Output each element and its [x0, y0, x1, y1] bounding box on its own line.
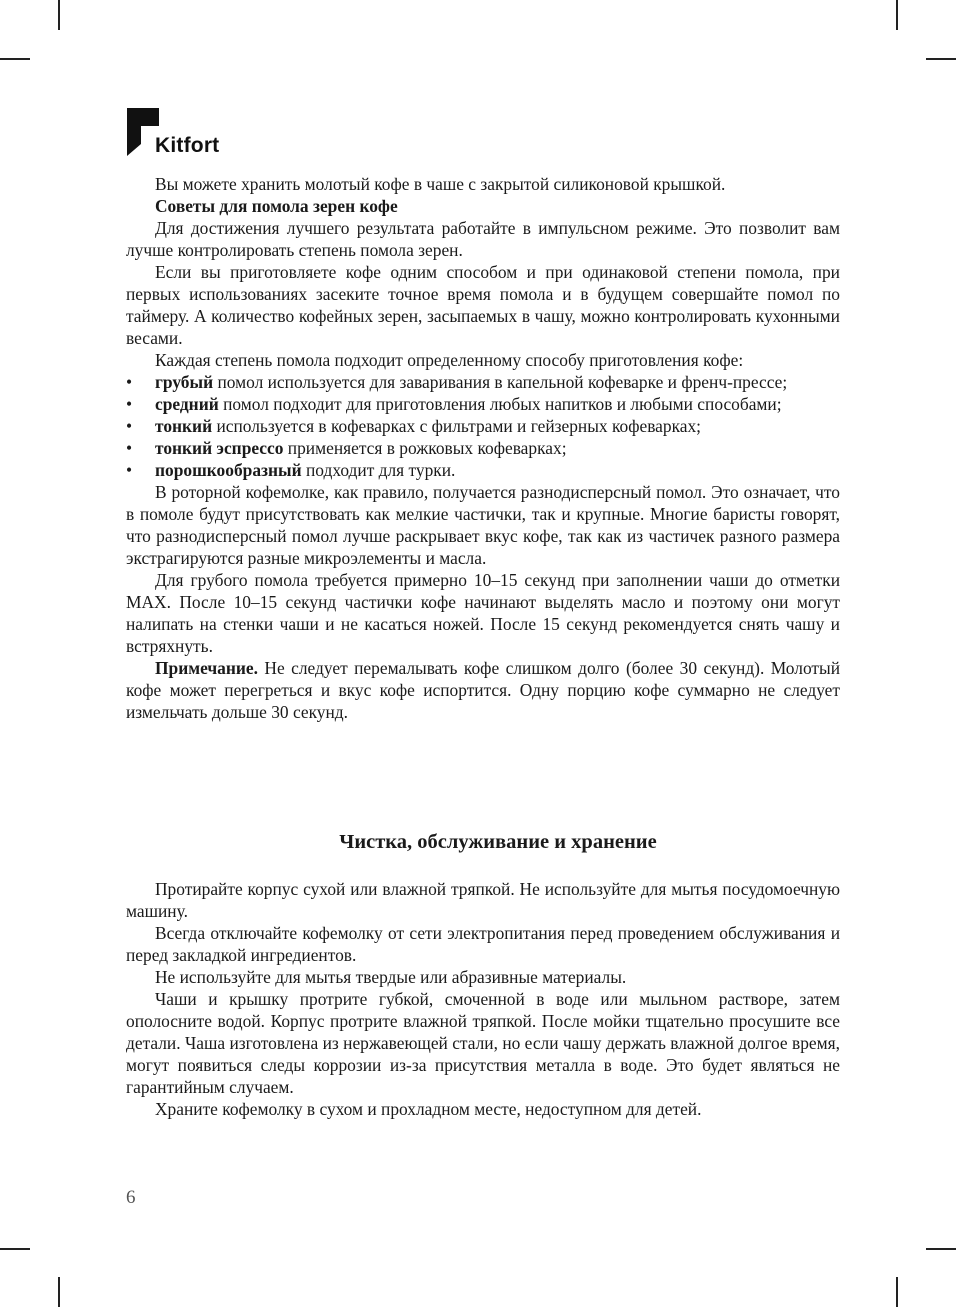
list-item: [126, 437, 840, 459]
paragraph: Каждая степень помола подходит определенному способу приготовления кофе:: [155, 350, 744, 370]
crop-mark: [926, 1248, 956, 1250]
cleaning-text: [126, 878, 840, 1120]
main-text: [126, 173, 840, 723]
paragraph: Всегда отключайте кофемолку от сети электропитания перед проведением обслуживания и перед закладкой ингредиентов.: [126, 923, 840, 965]
crop-mark: [896, 0, 898, 30]
paragraph: Протирайте корпус сухой или влажной тряпкой. Не используйте для мытья посудомоечную машину.: [126, 879, 840, 921]
paragraph: Не используйте для мытья твердые или абразивные материалы.: [155, 967, 627, 987]
grind-description: подходит для турки.: [301, 460, 456, 480]
paragraph: Вы можете хранить молотый кофе в чаше с закрытой силиконовой крышкой.: [155, 174, 726, 194]
list-item: [126, 415, 840, 437]
note-text: Не следует перемалывать кофе слишком долго (более 30 секунд). Молотый кофе может перегреться и вкус кофе испортится. Одну порцию кофе суммарно не следует измельчать дольше 30 секунд.: [126, 658, 840, 722]
grind-term: средний: [155, 394, 219, 414]
list-item: [126, 393, 840, 415]
crop-mark: [0, 58, 30, 60]
grind-description: используется в кофеварках с фильтрами и гейзерных кофеварках;: [212, 416, 702, 436]
crop-mark: [58, 1277, 60, 1307]
paragraph: Для грубого помола требуется примерно 10–15 секунд при заполнении чаши до отметки MAX. После 10–15 секунд частички кофе начинают выделять масло и поэтому они могут налипать на стенки чаши и не касаться ножей. После 15 секунд рекомендуется снять чашу и встряхнуть.: [126, 570, 840, 656]
section-title: Чистка, обслуживание и хранение: [339, 831, 657, 853]
crop-mark: [58, 0, 60, 30]
crop-mark: [896, 1277, 898, 1307]
grind-term: грубый: [155, 372, 214, 392]
grind-list: [126, 371, 840, 481]
paragraph: Если вы приготовляете кофе одним способом и при одинаковой степени помола, при первых использованиях засеките точное время помола и в будущем совершайте помол по таймеру. А количество кофейных зерен, засыпаемых в чашу, можно контролировать кухонными весами.: [126, 262, 840, 348]
grind-description: помол используется для заваривания в капельной кофеварке и френч-прессе;: [213, 372, 788, 392]
crop-mark: [926, 58, 956, 60]
note-label: Примечание.: [155, 658, 258, 678]
page-number: 6: [126, 1187, 136, 1208]
grind-term: тонкий эспрессо: [155, 438, 284, 458]
note-paragraph: [126, 657, 840, 723]
grind-term: порошкообразный: [155, 460, 302, 480]
list-item: [126, 459, 840, 481]
paragraph: Чаши и крышку протрите губкой, смоченной в воде или мыльном растворе, затем ополосните водой. Корпус протрите влажной тряпкой. После мойки тщательно просушите все детали. Чаша изготовлена из нержавеющей стали, но если чашу держать влажной долгое время, могут появиться следы коррозии из-за присутствия металла в воде. Это будет являться не гарантийным случаем.: [126, 989, 840, 1097]
crop-mark: [0, 1248, 30, 1250]
paragraph: В роторной кофемолке, как правило, получается разнодисперсный помол. Это означает, что в помоле будут присутствовать как мелкие частички, так и крупные. Многие баристы говорят, что разнодисперсный помол лучше раскрывает вкус кофе, так как из частичек разного размера экстрагируются разные микроэлементы и масла.: [126, 482, 840, 568]
brand-logo: [127, 108, 219, 156]
brand-name: Kitfort: [155, 134, 220, 157]
paragraph: Храните кофемолку в сухом и прохладном месте, недоступном для детей.: [155, 1099, 702, 1119]
grind-term: тонкий: [155, 416, 213, 436]
grind-description: применяется в рожковых кофеварках;: [283, 438, 567, 458]
paragraph: Для достижения лучшего результата работайте в импульсном режиме. Это позволит вам лучше контролировать степень помола зерен.: [126, 218, 840, 260]
tips-heading: Советы для помола зерен кофе: [155, 196, 398, 216]
list-item: [126, 371, 840, 393]
grind-description: помол подходит для приготовления любых напитков и любыми способами;: [218, 394, 782, 414]
